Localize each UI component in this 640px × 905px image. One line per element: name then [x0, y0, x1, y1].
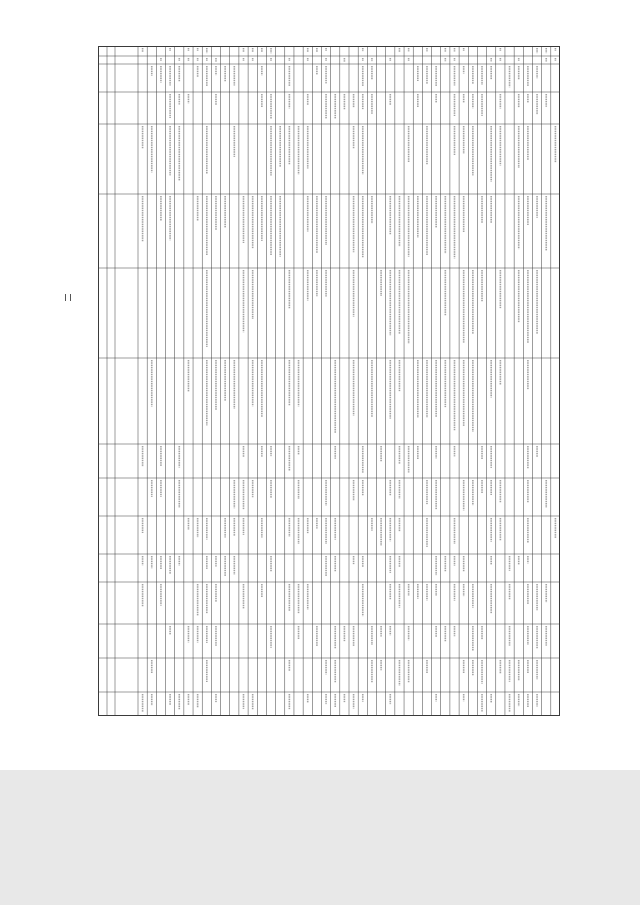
page-number-mark — [62, 290, 74, 304]
scan-background — [0, 770, 640, 905]
funding-table-grid — [98, 46, 560, 716]
